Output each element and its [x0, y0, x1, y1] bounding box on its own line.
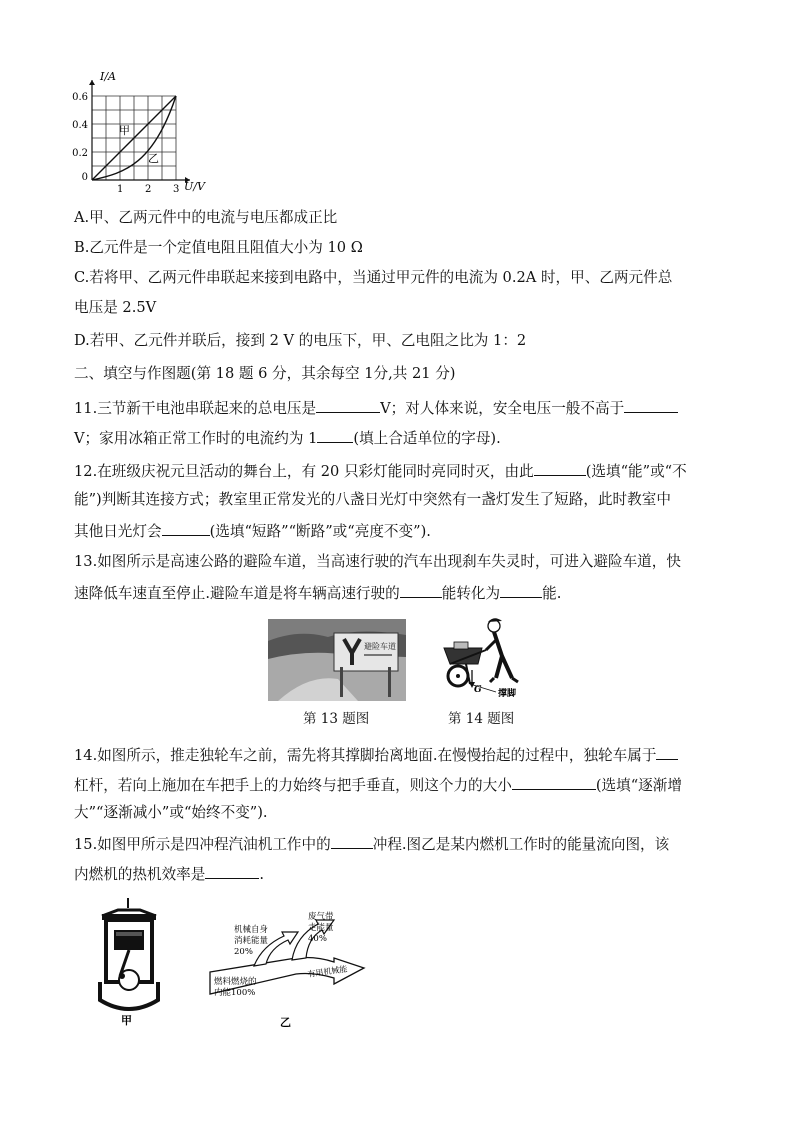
fig14-caption: 第 14 题图: [448, 711, 515, 727]
q15-text-3: 内燃机的热机效率是: [74, 866, 206, 883]
q11-blank-2[interactable]: [624, 397, 678, 413]
q15-text-4: .: [259, 866, 264, 883]
q12-blank-1[interactable]: [534, 460, 586, 476]
q10-option-c-line1: C.若将甲、乙两元件串联起来接到电路中，当通过甲元件的电流为 0.2A 时，甲、乙两元件总: [74, 269, 673, 286]
mech-loss-label-3: 20%: [234, 947, 253, 957]
q11-text-1: 11.三节新干电池串联起来的总电压是: [74, 400, 317, 417]
q14-text-3: (选填“逐渐增: [595, 777, 682, 794]
fig13-caption: 第 13 题图: [303, 711, 370, 727]
q15-blank-1[interactable]: [331, 833, 373, 849]
y-tick-label: 0.2: [72, 148, 88, 159]
q11-blank-3[interactable]: [317, 427, 353, 443]
useful-energy-label: 有用机械能: [307, 964, 348, 979]
q11-text-3: V；家用冰箱正常工作时的电流约为 1: [74, 430, 318, 447]
q11-line2: [74, 427, 501, 449]
q13-line1: 13.如图所示是高速公路的避险车道，当高速行驶的汽车出现刹车失灵时，可进入避险车道，快: [74, 553, 681, 570]
fig15-label-jia: 甲: [121, 1014, 132, 1027]
q14-line3: 大”“逐渐减小”或“始终不变”).: [74, 804, 268, 821]
exhaust-loss-label-2: 走能量: [308, 923, 334, 933]
q10-option-d: D.若甲、乙元件并联后，接到 2 V 的电压下，甲、乙电阻之比为 1：2: [74, 332, 527, 349]
escape-lane-photo: [268, 619, 406, 701]
q11-line1: [74, 397, 678, 419]
x-tick-label: 1: [117, 184, 124, 194]
exhaust-loss-label-3: 40%: [308, 934, 327, 944]
gravity-label: G: [474, 685, 482, 695]
q11-text-4: (填上合适单位的字母).: [353, 430, 501, 447]
mech-loss-label-1: 机械自身: [234, 925, 269, 935]
q14-text-2: 杠杆，若向上施加在车把手上的力始终与把手垂直，则这个力的大小: [74, 777, 512, 794]
q12-text-4: 其他日光灯会: [74, 523, 162, 540]
q10-option-c-line2: 电压是 2.5V: [74, 299, 157, 316]
q14-text-1: 14.如图所示，推走独轮车之前，需先将其撑脚抬离地面.在慢慢抬起的过程中，独轮车属于: [74, 747, 657, 764]
kickstand-label: 撑脚: [498, 689, 517, 699]
fig15-label-yi: 乙: [280, 1016, 291, 1029]
fuel-energy-label-2: 内能100%: [214, 988, 256, 998]
exhaust-loss-label-1: 废气带: [308, 912, 334, 922]
q15-text-2: 冲程.图乙是某内燃机工作时的能量流向图，该: [372, 836, 670, 853]
y-tick-label: 0.6: [72, 92, 88, 103]
y-tick-label: 0.4: [72, 120, 88, 131]
graph-ticks: [72, 92, 179, 194]
q11-blank-1[interactable]: [316, 397, 380, 413]
q14-line2: [74, 774, 682, 796]
y-tick-label: 0: [81, 172, 88, 183]
x-axis-label: U/V: [184, 180, 205, 193]
q10-option-a: A.甲、乙两元件中的电流与电压都成正比: [74, 209, 338, 226]
series-label-yi: 乙: [148, 152, 159, 165]
series-label-jia: 甲: [119, 124, 130, 137]
q14-blank-1[interactable]: [656, 744, 678, 760]
x-tick-label: 3: [173, 184, 180, 194]
q13-blank-1[interactable]: [400, 582, 442, 598]
energy-flow-figure: [204, 906, 370, 1030]
q12-text-1: 12.在班级庆祝元旦活动的舞台上，有 20 只彩灯能同时亮同时灭，由此: [74, 463, 534, 480]
section-heading: 二、填空与作图题(第 18 题 6 分，其余每空 1分,共 21 分): [74, 365, 456, 382]
iu-graph: [70, 66, 220, 194]
q12-line2: 能”)判断其连接方式；教室里正常发光的八盏日光灯中突然有一盏灯发生了短路，此时教室中: [74, 491, 671, 508]
engine-cylinder-figure: [94, 896, 164, 1028]
q13-text-2: 速降低车速直至停止.避险车道是将车辆高速行驶的: [74, 585, 400, 602]
mech-loss-label-2: 消耗能量: [234, 936, 269, 946]
q10-option-b: B.乙元件是一个定值电阻且阻值大小为 10 Ω: [74, 239, 363, 256]
q13-line2: [74, 582, 561, 604]
escape-lane-sign-text: 避险车道: [364, 642, 396, 651]
q12-text-2: (选填“能”或“不: [585, 463, 687, 480]
q12-text-5: (选填“短路”“断路”或“亮度不变”).: [209, 523, 431, 540]
q13-blank-2[interactable]: [500, 582, 542, 598]
q12-line3: [74, 520, 431, 542]
q13-text-3: 能转化为: [441, 585, 501, 602]
q15-line2: [74, 863, 264, 885]
fuel-energy-label-1: 燃料燃烧的: [214, 977, 257, 987]
q14-line1: [74, 744, 678, 766]
q14-blank-2[interactable]: [512, 774, 596, 790]
y-axis-label: I/A: [100, 70, 116, 83]
q15-blank-2[interactable]: [205, 863, 259, 879]
q11-text-2: V；对人体来说，安全电压一般不高于: [380, 400, 625, 417]
q15-line1: [74, 833, 669, 855]
q13-text-4: 能.: [542, 585, 562, 602]
q15-text-1: 15.如图甲所示是四冲程汽油机工作中的: [74, 836, 331, 853]
wheelbarrow-figure: [436, 612, 536, 704]
y-axis-arrow: [89, 80, 95, 85]
x-tick-label: 2: [145, 184, 152, 194]
q12-blank-2[interactable]: [162, 520, 210, 536]
q12-line1: [74, 460, 687, 482]
